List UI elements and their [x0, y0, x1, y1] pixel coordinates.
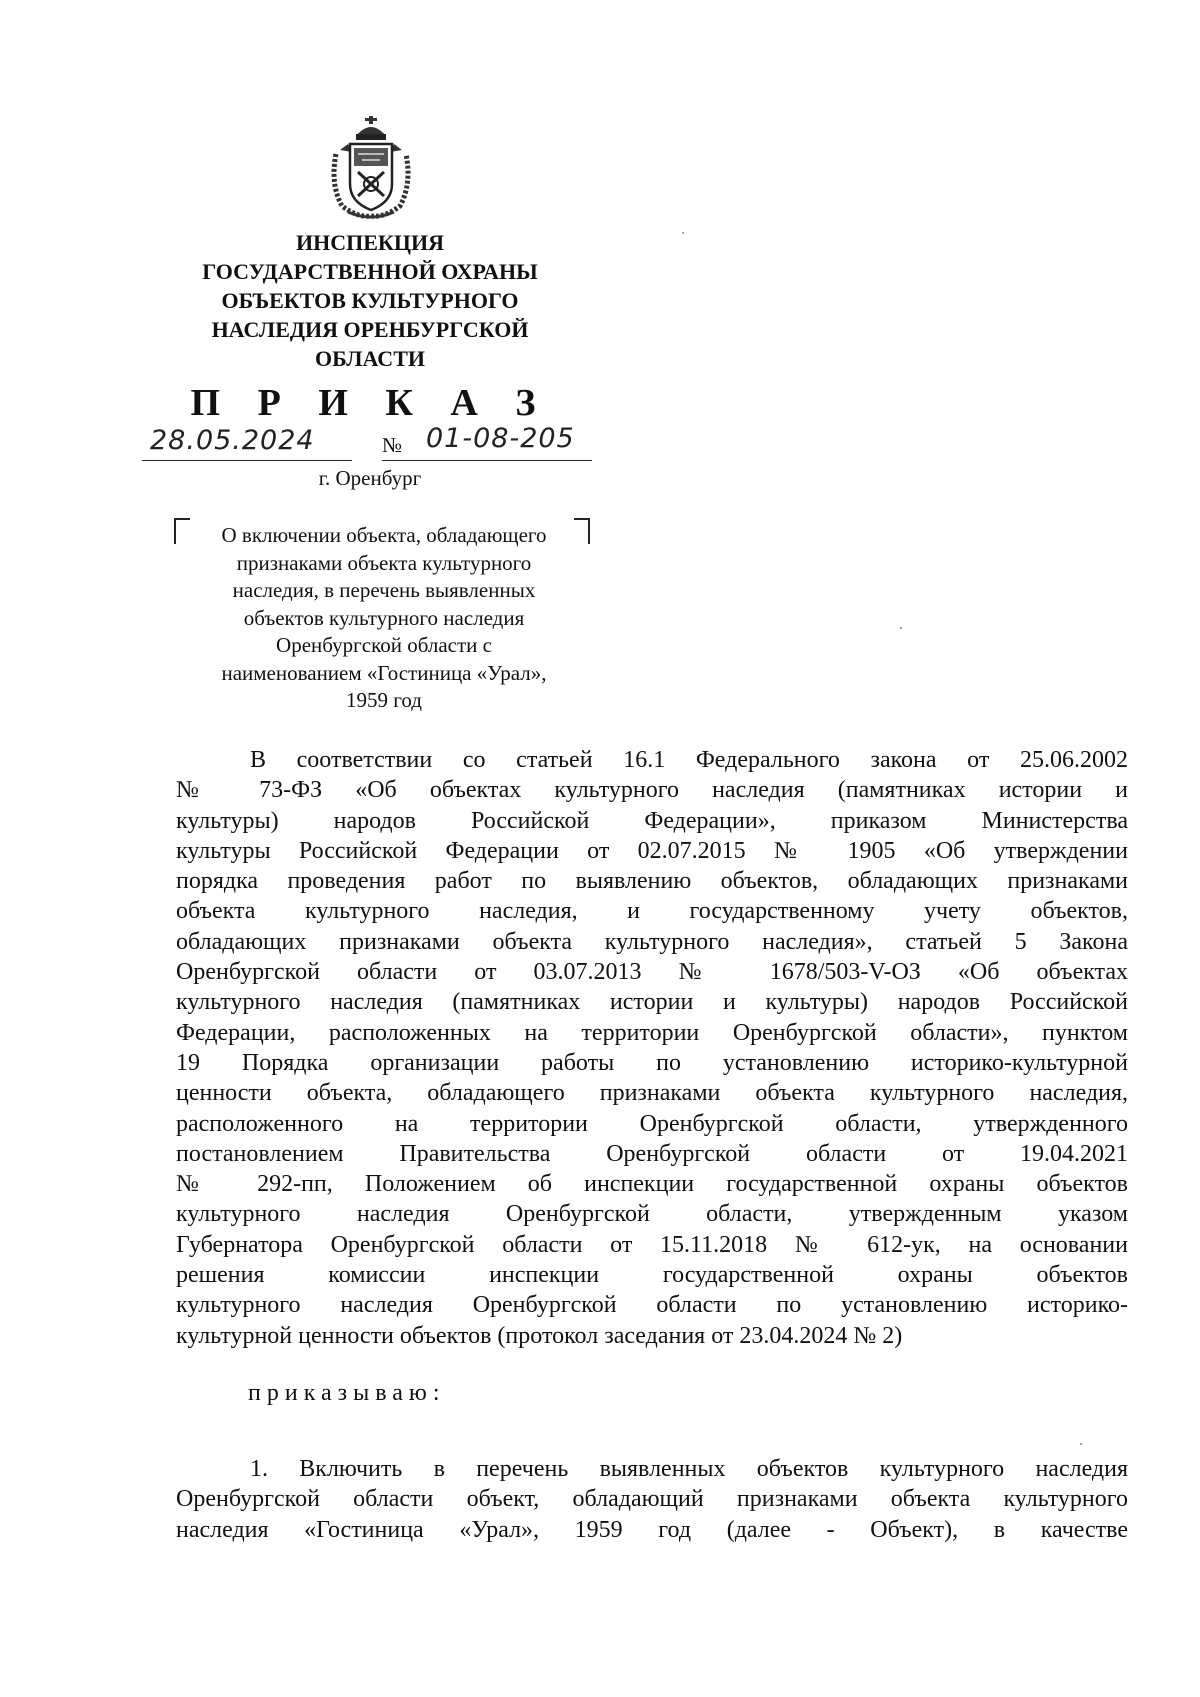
subject-line: Оренбургской области с	[276, 633, 492, 657]
body-line: 19 Порядка организации работы по установлению историко-культурной	[176, 1049, 1128, 1076]
preamble-paragraph	[176, 745, 1128, 1351]
handwritten-number: 01-08-205	[426, 423, 575, 454]
body-line: ценности объекта, обладающего признаками объекта культурного наследия,	[176, 1080, 1128, 1107]
body-line: культурного наследия Оренбургской области, утвержденным указом	[176, 1201, 1128, 1228]
body-line: культурного наследия (памятниках истории и культуры) народов Российской	[176, 989, 1128, 1016]
body-line: расположенного на территории Оренбургской области, утвержденного	[176, 1110, 1128, 1137]
order-item-1	[176, 1453, 1128, 1544]
body-line: Федерации, расположенных на территории Оренбургской области», пунктом	[176, 1019, 1128, 1046]
body-line: Губернатора Оренбургской области от 15.11.2018 № 612-ук, на основании	[176, 1231, 1128, 1258]
number-underline	[382, 460, 592, 461]
item-line: наследия «Гостиница «Урал», 1959 год (далее - Объект), в качестве	[176, 1516, 1128, 1543]
body-line: культурной ценности объектов (протокол заседания от 23.04.2024 № 2)	[176, 1322, 903, 1349]
number-sign: №	[382, 433, 403, 457]
subject-line: признаками объекта культурного	[236, 550, 532, 575]
body-line: № 292-пп, Положением об инспекции государственной охраны объектов	[176, 1171, 1128, 1198]
org-line: ОБЛАСТИ	[315, 346, 425, 371]
date-number-line	[136, 425, 596, 465]
body-line: Оренбургской области от 03.07.2013 № 1678/503-V-ОЗ «Об объектах	[176, 959, 1128, 986]
subject-line: объектов культурного наследия	[243, 605, 525, 630]
date-underline	[142, 460, 352, 461]
body-line: постановлением Правительства Оренбургской области от 19.04.2021	[176, 1140, 1128, 1167]
order-word: приказываю:	[248, 1380, 446, 1406]
coat-of-arms-icon	[328, 114, 414, 220]
subject-line: наименованием «Гостиница «Урал»,	[221, 660, 547, 685]
body-line: решения комиссии инспекции государственной охраны объектов	[176, 1262, 1128, 1289]
scan-speck	[682, 232, 684, 234]
org-line: ГОСУДАРСТВЕННОЙ ОХРАНЫ	[202, 259, 538, 284]
subject-line: 1959 год	[346, 688, 422, 712]
city: г. Оренбург	[318, 466, 422, 490]
body-line: порядка проведения работ по выявлению объектов, обладающих признаками	[176, 868, 1128, 895]
org-line: НАСЛЕДИЯ ОРЕНБУРГСКОЙ	[211, 317, 529, 342]
subject-line: О включении объекта, обладающего	[221, 523, 547, 547]
scan-speck	[900, 627, 902, 629]
body-line: объекта культурного наследия, и государственному учету объектов,	[176, 898, 1128, 925]
document-type-title: П Р И К А З	[190, 382, 550, 424]
org-line: ОБЪЕКТОВ КУЛЬТУРНОГО	[221, 288, 519, 313]
body-line: обладающих признаками объекта культурного наследия», статьей 5 Закона	[176, 928, 1128, 955]
item-line: Оренбургской области объект, обладающий признаками объекта культурного	[176, 1486, 1128, 1513]
org-line: ИНСПЕКЦИЯ	[296, 230, 444, 255]
document-subject	[178, 522, 590, 715]
body-line: № 73-ФЗ «Об объектах культурного наследия (памятниках истории и	[176, 777, 1128, 804]
body-line: культуры) народов Российской Федерации», приказом Министерства	[176, 807, 1128, 834]
handwritten-date: 28.05.2024	[150, 425, 315, 456]
body-line: В соответствии со статьей 16.1 Федерального закона от 25.06.2002	[250, 747, 1128, 773]
subject-line: наследия, в перечень выявленных	[232, 578, 536, 602]
scan-speck	[1080, 1443, 1082, 1445]
body-line: культурного наследия Оренбургской области по установлению историко-	[176, 1292, 1128, 1319]
body-line: культуры Российской Федерации от 02.07.2015 № 1905 «Об утверждении	[176, 837, 1128, 864]
item-line: 1. Включить в перечень выявленных объектов культурного наследия	[250, 1456, 1128, 1482]
organization-name	[150, 228, 590, 373]
